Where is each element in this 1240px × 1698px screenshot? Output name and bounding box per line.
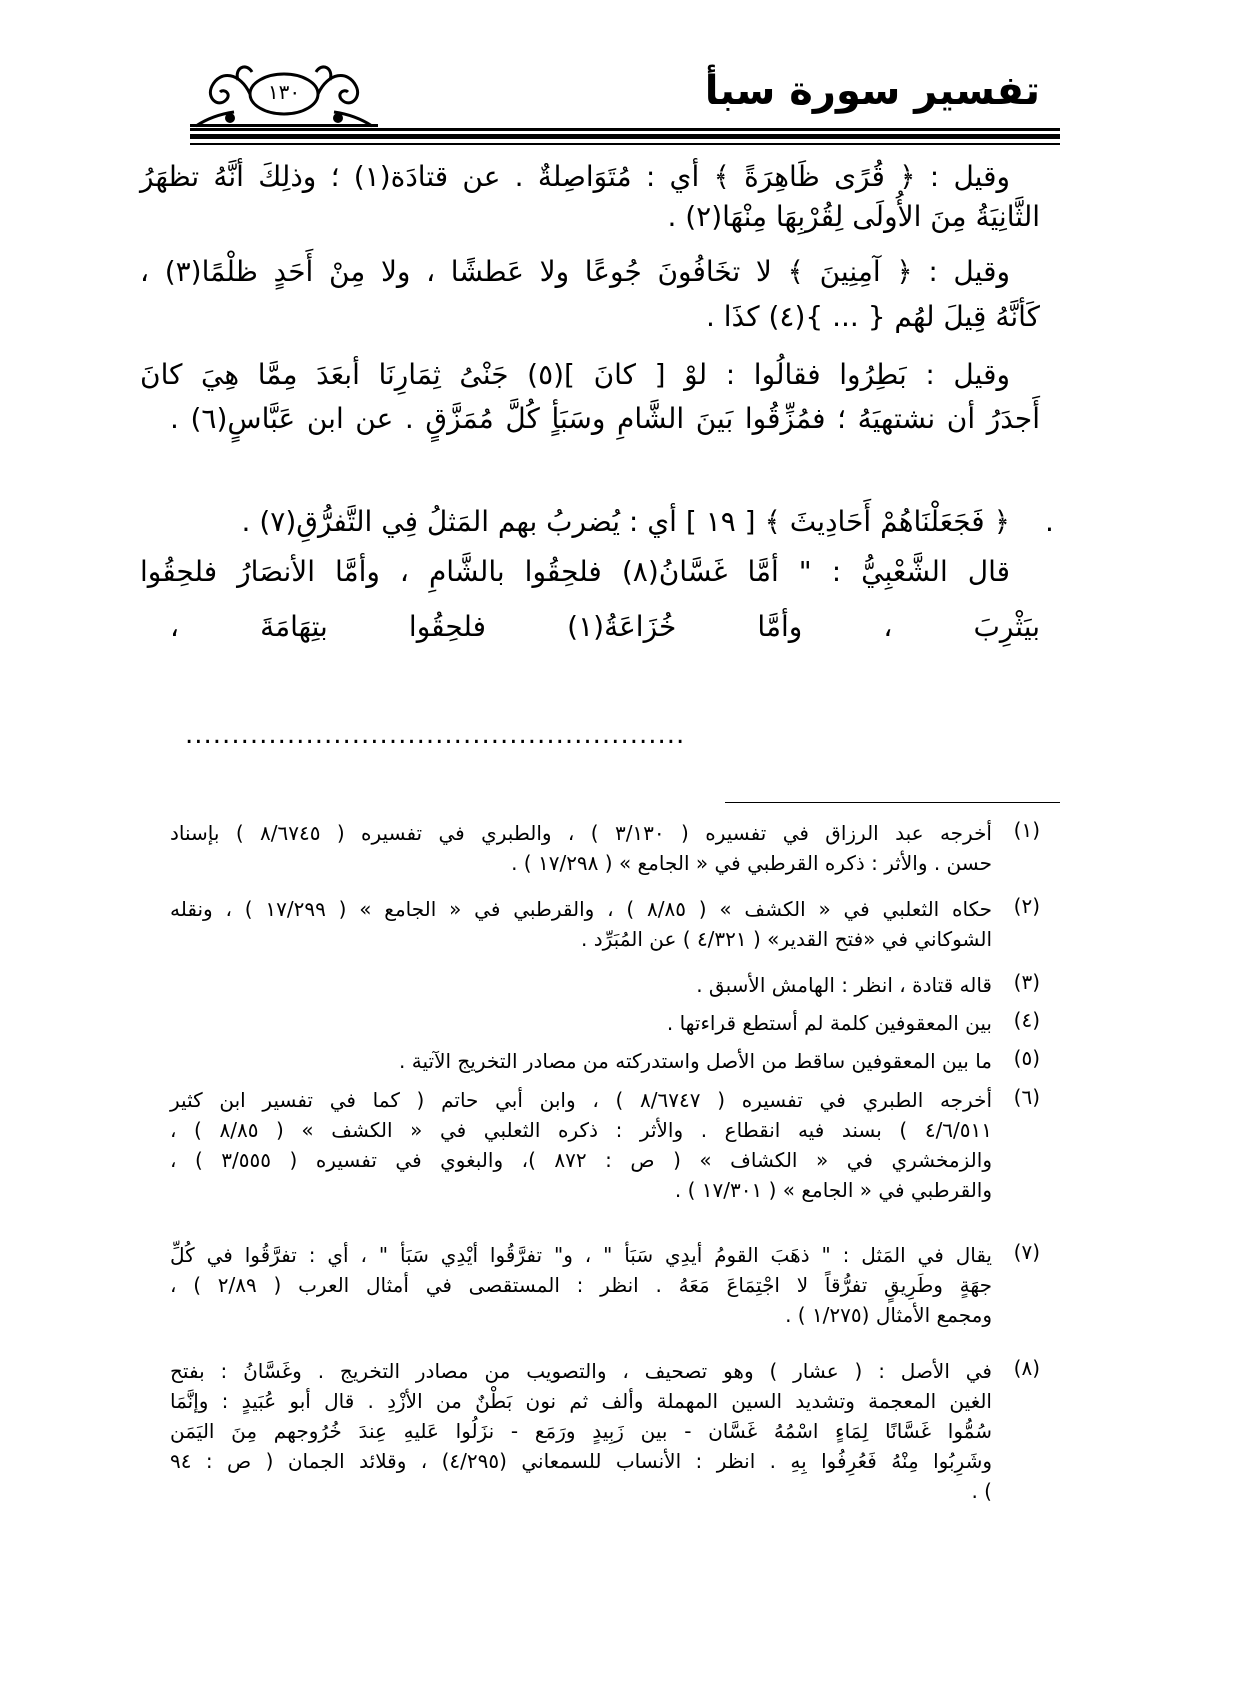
header-rule xyxy=(190,143,1060,145)
footnote-8 xyxy=(170,1356,1040,1506)
footnote-line: قاله قتادة ، انظر : الهامش الأسبق . xyxy=(696,973,992,997)
footnote-line: والقرطبي في « الجامع » ( ١٧/٣٠١ ) . xyxy=(674,1178,992,1202)
footnote-number: (٦) xyxy=(1013,1085,1040,1109)
body-line: بيَثْرِبَ ، وأمَّا خُزَاعَةُ(١) فلحِقُوا بتِهَامَةَ ، xyxy=(170,610,1040,643)
body-line: ﴿ فَجَعَلْنَاهُمْ أَحَادِيثَ ﴾ [ ١٩ ] أي : يُضربُ بهم المَثلُ فِي التَّفرُّقِ(٧) . xyxy=(241,505,1010,538)
footnote-line: الغين المعجمة وتشديد السين المهملة وألف ثم نون بَطْنٌ من الأزْدِ . قال أبو عُبَيدٍ : وإنَّمَا xyxy=(170,1389,992,1413)
body-line: كَأنَّهُ قِيلَ لهُم { ... }(٤) كذَا . xyxy=(705,300,1040,333)
body-line: قال الشَّعْبِيُّ : " أمَّا غَسَّانُ(٨) فلحِقُوا بالشَّامِ ، وأمَّا الأنصَارُ فلحِقُوا xyxy=(140,555,1011,588)
footnote-line: في الأصل : ( عشار ) وهو تصحيف ، والتصويب من مصادر التخريج . وغَسَّانُ : بفتح xyxy=(170,1359,992,1383)
body-line: وقيل : بَطِرُوا فقالُوا : لوْ [ كانَ ](٥) جَنْىُ ثِمَارِنَا أبعَدَ مِمَّا هِيَ كانَ xyxy=(140,358,1010,391)
footnote-line: أخرجه عبد الرزاق في تفسيره ( ٣/١٣٠ ) ، والطبري في تفسيره ( ٨/٦٧٤٥ ) بإسناد xyxy=(170,821,992,845)
footnote-4 xyxy=(170,1008,1040,1038)
header-rule xyxy=(190,128,1060,131)
footnote-line: ٤/٦/٥١١ ) بسند فيه انقطاع . والأثر : ذكره الثعلبي في « الكشف » ( ٨/٨٥ ) ، xyxy=(170,1118,993,1142)
footnote-2 xyxy=(170,894,1040,954)
footnote-number: (٧) xyxy=(1013,1240,1040,1264)
body-line: وقيل : ﴿ قُرًى ظَاهِرَةً ﴾ أي : مُتَوَاصِلةٌ . عن قتادَة(١) ؛ وذلِكَ أنَّهُ تظهَرُ xyxy=(140,160,1011,193)
footnote-line: الشوكاني في «فتح القدير» ( ٤/٣٢١ ) عن المُبَرِّد . xyxy=(581,927,992,951)
footnote-number: (٥) xyxy=(1013,1046,1040,1070)
page-number: ١٣٠ xyxy=(267,80,301,104)
footnote-line: والزمخشري في « الكشاف » ( ص : ٨٧٢ )، والبغوي في تفسيره ( ٣/٥٥٥ ) ، xyxy=(170,1148,992,1172)
footnote-6 xyxy=(170,1085,1040,1205)
body-line: الثَّانِيَةُ مِنَ الأُولَى لِقُرْبِهَا مِنْهَا(٢) . xyxy=(667,200,1040,233)
footnote-line: أخرجه الطبري في تفسيره ( ٨/٦٧٤٧ ) ، وابن أبي حاتم ( كما في تفسير ابن كثير xyxy=(170,1088,993,1112)
footnote-number: (١) xyxy=(1013,818,1040,842)
footnote-number: (٣) xyxy=(1013,970,1040,994)
continuation-dots: ...................................................... xyxy=(185,720,686,750)
footnote-number: (٨) xyxy=(1013,1356,1040,1380)
footnote-line: حسن . والأثر : ذكره القرطبي في « الجامع » ( ١٧/٢٩٨ ) . xyxy=(511,851,992,875)
chapter-title: تفسير سورة سبأ xyxy=(704,68,1040,114)
footnote-line: يقال في المَثل : " ذهَبَ القومُ أيدِي سَبَأ " ، و" تفرَّقُوا أيْدِي سَبَأ " ، أي : تفرَّقُوا في كُلِّ xyxy=(170,1243,992,1267)
footnote-line: وشَرِبُوا مِنْهُ فَعُرِفُوا بِهِ . انظر : الأنساب للسمعاني (٤/٢٩٥) ، وقلائد الجمان ( ص : ٩٤ xyxy=(170,1449,992,1473)
header-rule xyxy=(190,134,1060,139)
body-line: أَجدَرُ أن نشتهيَهُ ؛ فمُزِّقُوا بَينَ الشَّامِ وسَبَأٍ كُلَّ مُمَزَّقٍ . عن ابن عَبَّاسٍ(٦) . xyxy=(170,402,1040,435)
footnote-number: (٢) xyxy=(1013,894,1040,918)
footnote-1 xyxy=(170,818,1040,878)
footnote-7 xyxy=(170,1240,1040,1330)
footnote-3 xyxy=(170,970,1040,1000)
footnote-line: ومجمع الأمثال (١/٢٧٥ ) . xyxy=(785,1303,992,1327)
footnote-line: سُمُّوا غَسَّانًا لِمَاءٍ اسْمُهُ غَسَّان - بين زَبِيدٍ ورَمَع - نزَلُوا عَليهِ عِندَ خُرُوجهم مِنَ اليَمَن xyxy=(170,1419,992,1443)
footnote-number: (٤) xyxy=(1013,1008,1040,1032)
footnote-separator xyxy=(725,802,1060,803)
body-line: وقيل : ﴿ آمِنِينَ ﴾ لا تخَافُونَ جُوعًا ولا عَطشًا ، ولا مِنْ أَحَدٍ ظلْمًا(٣) ، xyxy=(140,255,1010,288)
footnote-line: جهَةٍ وطَرِيقٍ تفرُّقاً لا اجْتِمَاعَ مَعَهُ . انظر : المستقصى في أمثال العرب ( ٢/٨٩ ) ، xyxy=(170,1273,992,1297)
footnote-line: ) . xyxy=(971,1479,992,1503)
footnote-line: بين المعقوفين كلمة لم أستطع قراءتها . xyxy=(666,1011,992,1035)
footnote-line: حكاه الثعلبي في « الكشف » ( ٨/٨٥ ) ، والقرطبي في « الجامع » ( ١٧/٢٩٩ ) ، ونقله xyxy=(170,897,993,921)
footnote-line: ما بين المعقوفين ساقط من الأصل واستدركته من مصادر التخريج الآتية . xyxy=(399,1049,992,1073)
footnote-5 xyxy=(170,1046,1040,1076)
trailing-dot: . xyxy=(1045,505,1054,538)
